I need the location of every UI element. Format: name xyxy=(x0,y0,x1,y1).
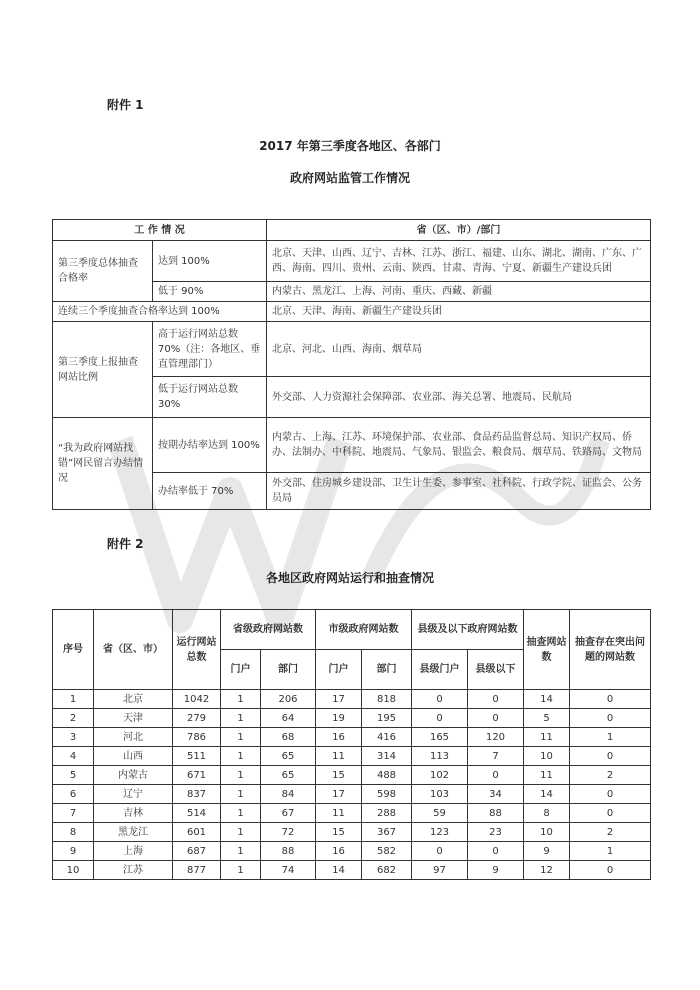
cell-problems: 0 xyxy=(570,785,651,804)
cell-region: 黑龙江 xyxy=(94,823,173,842)
cell-c-below: 23 xyxy=(468,823,524,842)
cell-region: 上海 xyxy=(94,842,173,861)
cell-total: 877 xyxy=(173,861,221,880)
cell-m-portal: 14 xyxy=(316,861,362,880)
cell-p-portal: 1 xyxy=(221,709,261,728)
row-value: 北京、河北、山西、海南、烟草局 xyxy=(267,322,651,377)
header-municipal: 市级政府网站数 xyxy=(316,610,412,650)
cell-c-portal: 59 xyxy=(412,804,468,823)
cell-problems: 0 xyxy=(570,690,651,709)
cell-m-portal: 11 xyxy=(316,804,362,823)
header-below-county: 县级以下 xyxy=(468,650,524,690)
cell-region: 天津 xyxy=(94,709,173,728)
cell-problems: 1 xyxy=(570,728,651,747)
table-row xyxy=(53,842,651,861)
row-sub: 达到 100% xyxy=(153,241,267,282)
header-index: 序号 xyxy=(53,610,94,690)
row-value: 外交部、住房城乡建设部、卫生计生委、参事室、社科院、行政学院、证监会、公务员局 xyxy=(267,473,651,510)
cell-p-dept: 68 xyxy=(261,728,316,747)
cell-index: 10 xyxy=(53,861,94,880)
cell-c-portal: 0 xyxy=(412,842,468,861)
header-checked: 抽查网站数 xyxy=(524,610,570,690)
row-value: 北京、天津、海南、新疆生产建设兵团 xyxy=(267,302,651,322)
cell-m-dept: 195 xyxy=(362,709,412,728)
cell-m-dept: 488 xyxy=(362,766,412,785)
cell-region: 北京 xyxy=(94,690,173,709)
cell-p-portal: 1 xyxy=(221,804,261,823)
table-row xyxy=(53,747,651,766)
row-value: 北京、天津、山西、辽宁、吉林、江苏、浙江、福建、山东、湖北、湖南、广东、广西、海南、四川、贵州、云南、陕西、甘肃、青海、宁夏、新疆生产建设兵团 xyxy=(267,241,651,282)
header-total: 运行网站总数 xyxy=(173,610,221,690)
cell-total: 837 xyxy=(173,785,221,804)
header-county-portal: 县级门户 xyxy=(412,650,468,690)
cell-m-portal: 19 xyxy=(316,709,362,728)
table-row xyxy=(53,766,651,785)
cell-m-portal: 16 xyxy=(316,842,362,861)
table-row xyxy=(53,690,651,709)
cell-c-portal: 97 xyxy=(412,861,468,880)
cell-region: 辽宁 xyxy=(94,785,173,804)
cell-index: 6 xyxy=(53,785,94,804)
cell-index: 1 xyxy=(53,690,94,709)
row-sub: 办结率低于 70% xyxy=(153,473,267,510)
row-sub: 低于运行网站总数 30% xyxy=(153,377,267,418)
header-municipal-dept: 部门 xyxy=(362,650,412,690)
cell-m-dept: 598 xyxy=(362,785,412,804)
cell-m-dept: 582 xyxy=(362,842,412,861)
cell-c-below: 0 xyxy=(468,709,524,728)
cell-p-portal: 1 xyxy=(221,728,261,747)
row-category: 第三季度上报抽查网站比例 xyxy=(53,322,153,418)
cell-checked: 11 xyxy=(524,728,570,747)
cell-region: 内蒙古 xyxy=(94,766,173,785)
table-row xyxy=(53,861,651,880)
cell-checked: 14 xyxy=(524,785,570,804)
cell-m-dept: 818 xyxy=(362,690,412,709)
cell-problems: 1 xyxy=(570,842,651,861)
cell-m-dept: 288 xyxy=(362,804,412,823)
cell-c-portal: 165 xyxy=(412,728,468,747)
cell-p-dept: 64 xyxy=(261,709,316,728)
cell-p-dept: 65 xyxy=(261,766,316,785)
cell-checked: 11 xyxy=(524,766,570,785)
cell-index: 3 xyxy=(53,728,94,747)
cell-m-portal: 15 xyxy=(316,823,362,842)
cell-total: 1042 xyxy=(173,690,221,709)
header-problems: 抽查存在突出问题的网站数 xyxy=(570,610,651,690)
cell-p-dept: 65 xyxy=(261,747,316,766)
cell-c-below: 9 xyxy=(468,861,524,880)
row-value: 内蒙古、上海、江苏、环境保护部、农业部、食品药品监督总局、知识产权局、侨办、法制办、中科院、地震局、气象局、银监会、粮食局、烟草局、铁路局、文物局 xyxy=(267,418,651,473)
header-county: 县级及以下政府网站数 xyxy=(412,610,524,650)
row-category: 连续三个季度抽查合格率达到 100% xyxy=(53,302,267,322)
cell-checked: 10 xyxy=(524,747,570,766)
cell-total: 671 xyxy=(173,766,221,785)
table-row xyxy=(53,418,651,473)
cell-p-portal: 1 xyxy=(221,785,261,804)
cell-p-portal: 1 xyxy=(221,823,261,842)
cell-p-dept: 72 xyxy=(261,823,316,842)
attachment-2-title: 各地区政府网站运行和抽查情况 xyxy=(265,571,434,585)
cell-p-dept: 84 xyxy=(261,785,316,804)
table-row xyxy=(53,804,651,823)
cell-p-portal: 1 xyxy=(221,690,261,709)
cell-checked: 9 xyxy=(524,842,570,861)
table-row xyxy=(53,728,651,747)
row-sub: 按期办结率达到 100% xyxy=(153,418,267,473)
cell-problems: 0 xyxy=(570,747,651,766)
cell-m-portal: 16 xyxy=(316,728,362,747)
cell-region: 江苏 xyxy=(94,861,173,880)
cell-checked: 8 xyxy=(524,804,570,823)
cell-p-portal: 1 xyxy=(221,747,261,766)
cell-index: 2 xyxy=(53,709,94,728)
cell-c-portal: 123 xyxy=(412,823,468,842)
cell-c-portal: 113 xyxy=(412,747,468,766)
cell-problems: 0 xyxy=(570,709,651,728)
row-value: 内蒙古、黑龙江、上海、河南、重庆、西藏、新疆 xyxy=(267,282,651,302)
header-region: 省（区、市） xyxy=(94,610,173,690)
cell-c-below: 88 xyxy=(468,804,524,823)
cell-m-portal: 11 xyxy=(316,747,362,766)
header-region: 省（区、市）/部门 xyxy=(267,220,651,241)
row-category: “我为政府网站找错”网民留言办结情况 xyxy=(53,418,153,510)
cell-c-below: 0 xyxy=(468,842,524,861)
header-provincial-portal: 门户 xyxy=(221,650,261,690)
row-sub: 高于运行网站总数 70%（注：各地区、垂直管理部门） xyxy=(153,322,267,377)
table-header-row xyxy=(53,610,651,650)
cell-p-dept: 67 xyxy=(261,804,316,823)
cell-checked: 12 xyxy=(524,861,570,880)
cell-checked: 10 xyxy=(524,823,570,842)
cell-region: 吉林 xyxy=(94,804,173,823)
cell-m-dept: 314 xyxy=(362,747,412,766)
cell-m-portal: 17 xyxy=(316,785,362,804)
cell-p-dept: 74 xyxy=(261,861,316,880)
row-value: 外交部、人力资源社会保障部、农业部、海关总署、地震局、民航局 xyxy=(267,377,651,418)
cell-index: 7 xyxy=(53,804,94,823)
attachment-1-title: 2017 年第三季度各地区、各部门 xyxy=(259,139,441,153)
header-provincial: 省级政府网站数 xyxy=(221,610,316,650)
header-municipal-portal: 门户 xyxy=(316,650,362,690)
header-provincial-dept: 部门 xyxy=(261,650,316,690)
cell-p-portal: 1 xyxy=(221,861,261,880)
cell-index: 5 xyxy=(53,766,94,785)
header-work: 工 作 情 况 xyxy=(53,220,267,241)
cell-p-dept: 206 xyxy=(261,690,316,709)
cell-c-below: 0 xyxy=(468,690,524,709)
cell-m-dept: 682 xyxy=(362,861,412,880)
cell-index: 8 xyxy=(53,823,94,842)
cell-total: 601 xyxy=(173,823,221,842)
table-header-row xyxy=(53,220,651,241)
cell-c-below: 7 xyxy=(468,747,524,766)
attachment-1-subtitle: 政府网站监管工作情况 xyxy=(289,171,410,185)
cell-m-portal: 17 xyxy=(316,690,362,709)
cell-c-portal: 0 xyxy=(412,709,468,728)
cell-total: 514 xyxy=(173,804,221,823)
cell-checked: 14 xyxy=(524,690,570,709)
row-category: 第三季度总体抽查合格率 xyxy=(53,241,153,302)
table-row xyxy=(53,241,651,282)
table-row xyxy=(53,785,651,804)
cell-index: 4 xyxy=(53,747,94,766)
cell-c-below: 34 xyxy=(468,785,524,804)
cell-m-dept: 367 xyxy=(362,823,412,842)
cell-problems: 2 xyxy=(570,823,651,842)
cell-region: 河北 xyxy=(94,728,173,747)
table-row xyxy=(53,302,651,322)
website-stats-table xyxy=(52,609,651,880)
cell-c-below: 120 xyxy=(468,728,524,747)
cell-index: 9 xyxy=(53,842,94,861)
cell-total: 279 xyxy=(173,709,221,728)
cell-m-portal: 15 xyxy=(316,766,362,785)
cell-p-dept: 88 xyxy=(261,842,316,861)
cell-p-portal: 1 xyxy=(221,766,261,785)
cell-m-dept: 416 xyxy=(362,728,412,747)
cell-region: 山西 xyxy=(94,747,173,766)
cell-c-below: 0 xyxy=(468,766,524,785)
cell-total: 687 xyxy=(173,842,221,861)
attachment-1-label: 附件 1 xyxy=(107,98,144,112)
table-row xyxy=(53,823,651,842)
cell-problems: 0 xyxy=(570,861,651,880)
cell-total: 511 xyxy=(173,747,221,766)
supervision-table xyxy=(52,219,651,510)
table-row xyxy=(53,709,651,728)
cell-problems: 0 xyxy=(570,804,651,823)
cell-p-portal: 1 xyxy=(221,842,261,861)
cell-problems: 2 xyxy=(570,766,651,785)
cell-c-portal: 0 xyxy=(412,690,468,709)
cell-c-portal: 102 xyxy=(412,766,468,785)
row-sub: 低于 90% xyxy=(153,282,267,302)
cell-c-portal: 103 xyxy=(412,785,468,804)
attachment-2-label: 附件 2 xyxy=(107,537,144,551)
cell-checked: 5 xyxy=(524,709,570,728)
cell-total: 786 xyxy=(173,728,221,747)
table-row xyxy=(53,322,651,377)
